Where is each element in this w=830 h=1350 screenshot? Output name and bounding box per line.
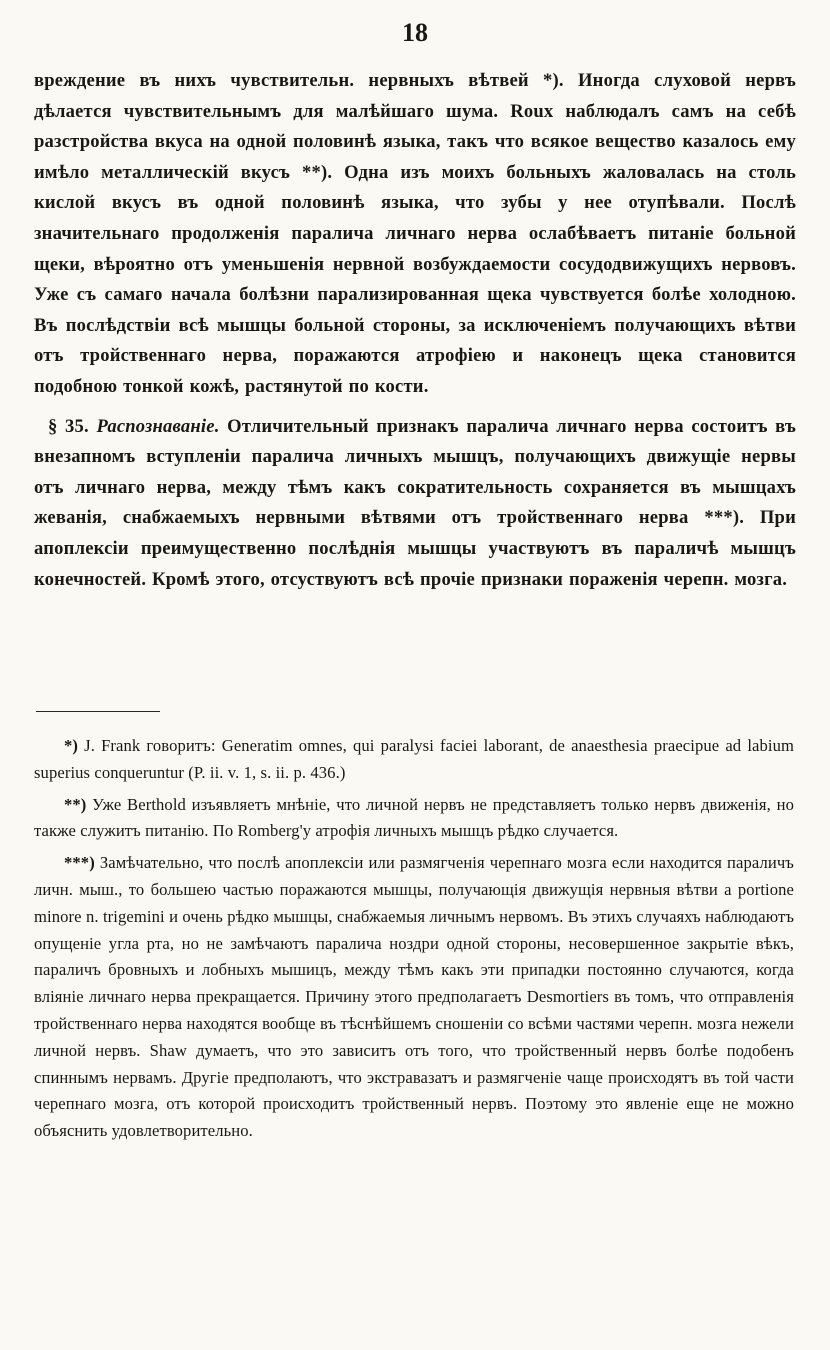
footnote-marker: **) — [64, 794, 87, 814]
page-number: 18 — [402, 18, 428, 47]
footnote-marker: *) — [64, 736, 79, 755]
footnote-text: J. Frank говоритъ: Generatim omnes, qui paralysi faciei laborant, de anaesthesia praecipue ad labium superius conqueruntur (P. ii. v. 1, s. ii. p. 436.) — [34, 736, 795, 782]
paragraph-diagnosis — [34, 412, 796, 596]
footnotes — [34, 733, 794, 1145]
paragraph-symptoms: вреждение въ нихъ чувствительн. нервныхъ вѣтвей *). Иногда слуховой нервъ дѣлается чувствительнымъ для малѣйшаго шума. Roux наблюдалъ самъ на себѣ разстройства вкуса на одной половинѣ языка, такъ что всякое вещество казалось ему имѣло металлическій вкусъ **). Одна изъ моихъ больныхъ жаловалась на столь кислой вкусъ въ одной половинѣ языка, что зубы у нее отупѣвали. Послѣ значительнаго продолженія паралича личнаго нерва ослабѣваетъ питаніе больной щеки, вѣроятно отъ уменьшенія нервной возбуждаемости сосудодвижущихъ нервовъ. Уже съ самаго начала болѣзни парализированная щека чувствуется болѣе холодною. Въ послѣдствіи всѣ мышцы больной стороны, за исключеніемъ получающихъ вѣтви отъ тройственнаго нерва, поражаются атрофіею и наконецъ щека становится подобною тонкой кожѣ, растянутой по кости. — [34, 70, 796, 397]
footnote — [34, 792, 794, 846]
section-number: § 35. — [48, 415, 89, 437]
footnote-marker: ***) — [64, 853, 95, 873]
main-text — [34, 66, 796, 595]
footnote-divider — [36, 711, 160, 712]
footnote-text: Уже Berthold изъявляетъ мнѣніе, что личной нервъ не представляетъ только нервъ движенія, но также служитъ питанію. По Romberg'у атрофія личныхъ мышцъ рѣдко случается. — [34, 794, 795, 841]
footnote-text: Замѣчательно, что послѣ апоплексіи или размягченія черепнаго мозга если находится параличъ личн. мыш., то большею частью поражаются мышцы, получающія движущія нервныя вѣтви a portione minore n. trigemini и очень рѣдко мышцы, снабжаемыя личнымъ нервомъ. Въ этихъ случаяхъ наблюдаютъ опущеніе угла рта, но не замѣчаютъ паралича ноздри одной стороны, несовершенное закрытіе вѣкъ, параличъ бровныхъ и лобныхъ мышицъ, между тѣмъ какъ эти припадки постоянно случаются, когда вліяніе личнаго нерва прекращается. Причину этого предполагаетъ Desmortiers въ томъ, что отправленія тройственнаго нерва находятся вообще въ тѣснѣйшемъ сношеніи со всѣми частями черепн. мозга нежели личной нервъ. Shaw думаетъ, что это зависитъ отъ того, что тройственный нервъ болѣе подобенъ спиннымъ нервамъ. Другіе предполаютъ, что экстравазатъ и размягченіе чаще происходятъ въ той части черепнаго мозга, отъ которой происходитъ тройственный нервъ. Поэтому это явленіе еще не можно объяснить удовлетворительно. — [34, 853, 794, 1141]
footnote — [34, 850, 794, 1145]
footnote — [34, 733, 794, 787]
section-text: Отличительный признакъ паралича личнаго нерва состоитъ въ внезапномъ вступленіи паралича личныхъ мышцъ, получающихъ движущіе нервы отъ личнаго нерва, между тѣмъ какъ сократительность сохраняется въ мышцахъ жеванія, снабжаемыхъ нервными вѣтвями отъ тройственнаго нерва ***). При апоплексіи преимущественно послѣднія мышцы участвуютъ въ параличѣ мышцъ конечностей. Кромѣ этого, отсуствуютъ всѣ прочіе признаки пораженія черепн. мозга. — [34, 415, 796, 590]
section-title: Распознаваніе. — [96, 415, 220, 437]
